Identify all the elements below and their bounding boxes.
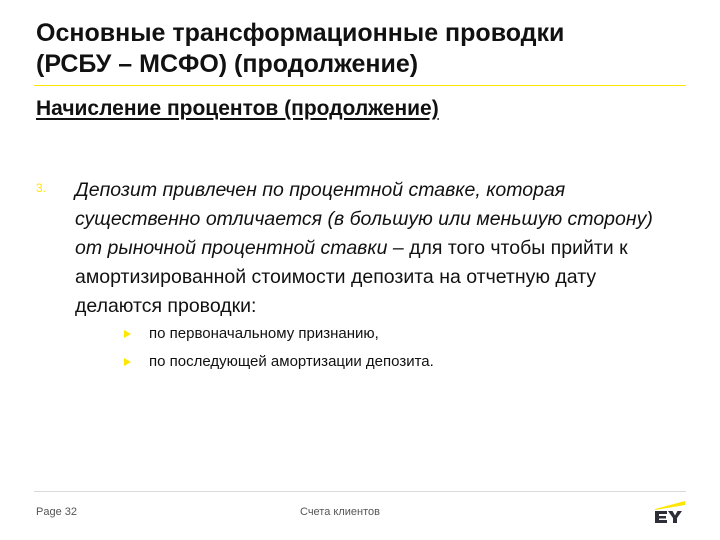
item-text-dash: – bbox=[387, 237, 410, 259]
bullet-text: по первоначальному признанию, bbox=[149, 325, 379, 342]
bullet-arrow-icon bbox=[124, 330, 131, 338]
item-text-normal: для того чтобы прийти к амортизированной стоимости депозита на отчетную дату делаются проводки: bbox=[75, 237, 628, 317]
bullet-list bbox=[124, 320, 684, 376]
slide-subtitle: Начисление процентов (продолжение) bbox=[36, 97, 439, 120]
slide-title-line-1: Основные трансформационные проводки bbox=[36, 19, 565, 47]
item-text bbox=[75, 176, 685, 321]
item-number: 3. bbox=[36, 181, 47, 195]
footer-caption: Счета клиентов bbox=[300, 506, 380, 518]
bullet-arrow-icon bbox=[124, 358, 131, 366]
title-divider bbox=[34, 85, 686, 86]
footer-divider bbox=[34, 491, 686, 492]
ey-logo-icon bbox=[654, 501, 686, 523]
item-text-italic: Депозит привлечен по процентной ставке, которая существенно отличается (в большую или меньшую сторону) от рыночной процентной ставки bbox=[75, 179, 653, 259]
slide-title-line-2: (РСБУ – МСФО) (продолжение) bbox=[36, 50, 419, 78]
bullet-text: по последующей амортизации депозита. bbox=[149, 353, 434, 370]
bullet-item bbox=[124, 348, 684, 376]
page-number: Page 32 bbox=[36, 506, 77, 518]
slide-title bbox=[36, 18, 686, 80]
bullet-item bbox=[124, 320, 684, 348]
